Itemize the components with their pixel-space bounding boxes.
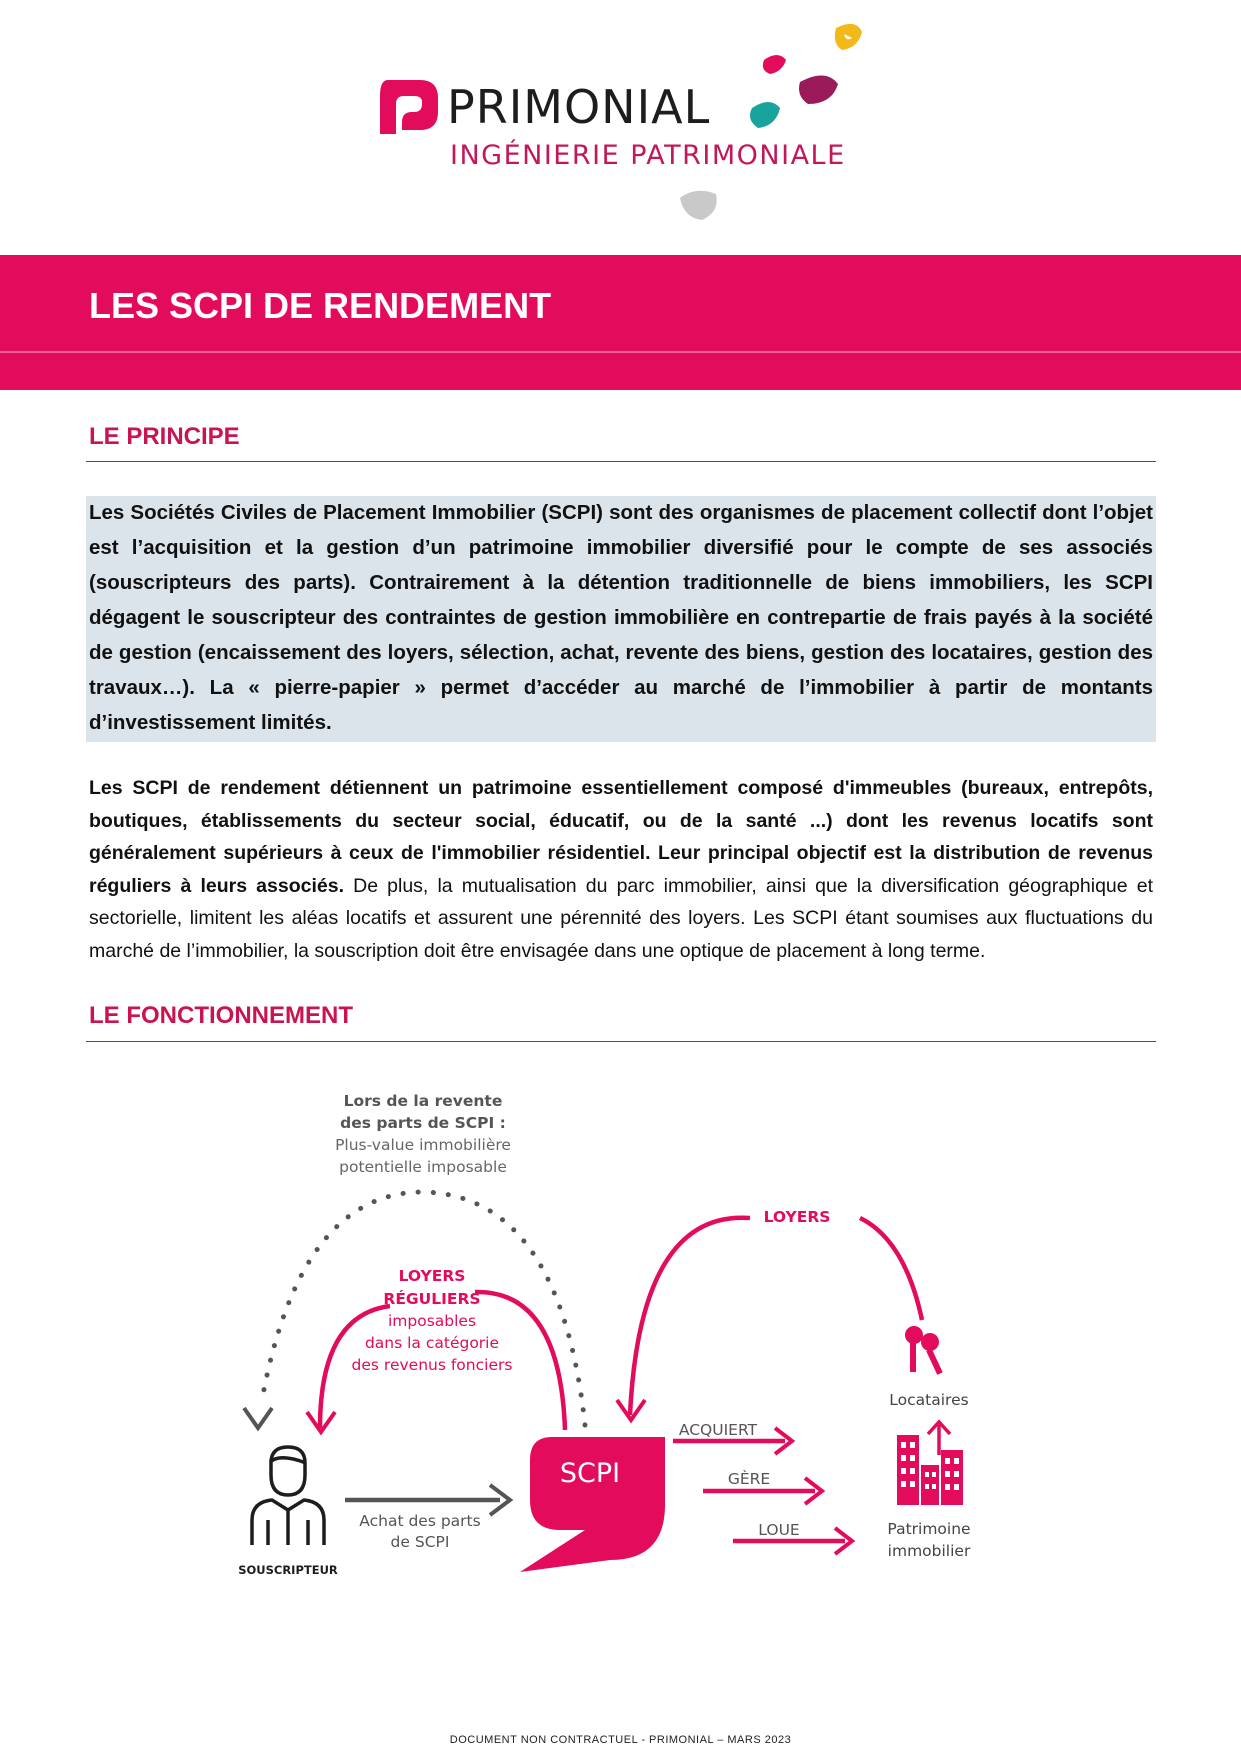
imposables-label-3: des revenus fonciers [351,1356,513,1374]
loyers-arc [630,1218,922,1415]
revente-line-2: potentielle imposable [339,1158,507,1176]
rendement-paragraph [89,772,1153,967]
imposables-label-2: dans la catégorie [364,1334,500,1352]
brand-name: PRIMONIAL [447,80,711,134]
imposables-label-1: imposables [387,1312,477,1330]
gere-label: GÈRE [727,1470,771,1488]
patrimoine-label-1: Patrimoine [887,1520,971,1538]
keys-icon [905,1326,943,1375]
revente-title-2: des parts de SCPI : [340,1114,506,1132]
revente-line-1: Plus-value immobilière [335,1136,511,1154]
scpi-label: SCPI [559,1458,621,1489]
banner-stripe [0,351,1241,353]
acquiert-label: ACQUIERT [678,1421,758,1439]
achat-label-2: de SCPI [390,1533,450,1551]
loyers-reguliers-label-1: LOYERS [398,1267,466,1285]
header [0,0,1241,250]
patrimoine-label-2: immobilier [887,1542,971,1560]
revente-title-1: Lors de la revente [343,1092,503,1110]
rendement-paragraph-normal: De plus, la mutualisation du parc immobilier, ainsi que la diversification géographique et sectorielle, limitent les aléas locatifs et assurent une pérennité des loyers. Les SCPI étant soumises aux fluctuations du marché de l’immobilier, la souscription doit être envisagée dans une optique de placement à long terme. [89,874,1153,962]
locataires-label: Locataires [889,1391,969,1409]
section-title-principe: LE PRINCIPE [89,423,240,450]
loyers-reguliers-label-2: RÉGULIERS [383,1290,481,1308]
souscripteur-icon [252,1447,324,1545]
section-title-fonctionnement: LE FONCTIONNEMENT [89,1002,353,1029]
brand-subtitle: INGÉNIERIE PATRIMONIALE [450,140,846,171]
title-banner [0,255,1241,390]
rendement-paragraph-bold: Les SCPI de rendement détiennent un patrimoine essentiellement composé d'immeubles (bureaux, entrepôts, boutiques, établissements du secteur social, éducatif, ou de la santé ...) dont les revenus locatifs sont généralement supérieurs à ceux de l'immobilier résidentiel. Leur principal objectif est la distribution de revenus réguliers à leurs associés. [89,777,1153,897]
loue-label: LOUE [758,1521,800,1539]
section-rule [86,461,1156,462]
revente-dotted-arc [262,1192,585,1425]
loyers-top-label: LOYERS [763,1208,831,1226]
achat-label-1: Achat des parts [359,1512,481,1530]
section-rule [86,1041,1156,1042]
footer: DOCUMENT NON CONTRACTUEL - PRIMONIAL – MARS 2023 [449,1734,792,1746]
souscripteur-label: SOUSCRIPTEUR [238,1563,338,1577]
buildings-icon [897,1435,963,1505]
scpi-diagram [0,1070,1241,1610]
page-title: LES SCPI DE RENDEMENT [89,285,552,326]
principe-paragraph: Les Sociétés Civiles de Placement Immobilier (SCPI) sont des organismes de placement collectif dont l’objet est l’acquisition et la gestion d’un patrimoine immobilier diversifié pour le compte de ses associés (souscripteurs des parts). Contrairement à la détention traditionnelle de biens immobiliers, les SCPI dégagent le souscripteur des contraintes de gestion immobilière en contrepartie de frais payés à la société de gestion (encaissement des loyers, sélection, achat, revente des biens, gestion des locataires, gestion des travaux…). La « pierre-papier » permet d’accéder au marché de l’immobilier à partir de montants d’investissement limités. [89,501,1153,734]
revente-arrowhead-icon [244,1408,272,1428]
